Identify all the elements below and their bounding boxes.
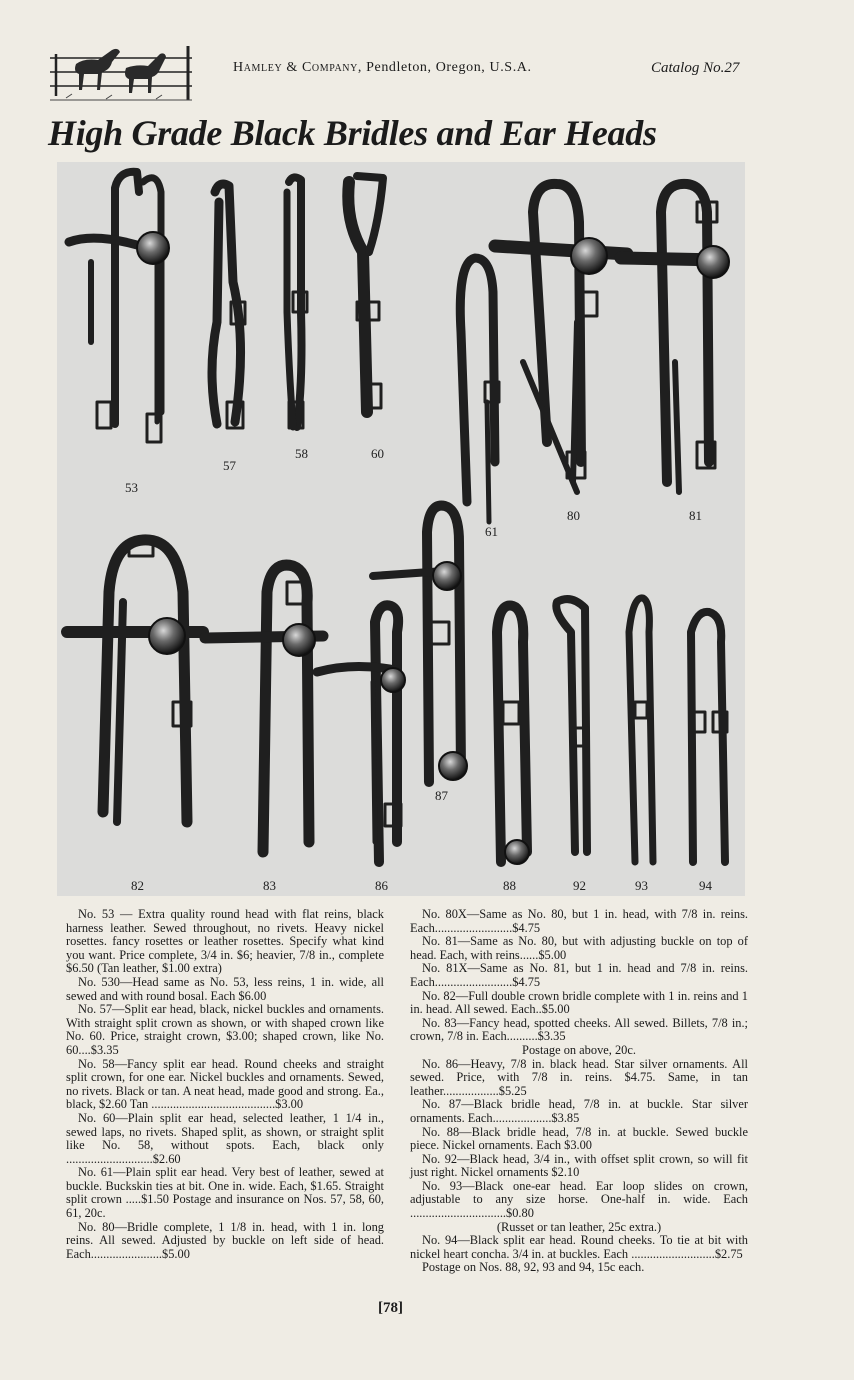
postage-note-94: Postage on Nos. 88, 92, 93 and 94, 15c each.	[422, 1260, 645, 1275]
bridle-94-illustration	[691, 612, 727, 862]
description-86: No. 86—Heavy, 7/8 in. black head. Star silver ornaments. All sewed. Price, with 7/8 in. reins. $4.75. Same, in tan leather..................$5.25	[410, 1056, 748, 1098]
bridles-photo-plate	[57, 162, 745, 896]
item-label-61: 61	[485, 524, 498, 539]
postage-note-83: Postage on above, 20c.	[522, 1042, 636, 1057]
description-81x: No. 81X—Same as No. 81, but 1 in. head and 7/8 in. reins. Each.........................$4.75	[410, 961, 748, 989]
item-label-81: 81	[689, 508, 702, 523]
item-label-94: 94	[699, 878, 712, 893]
description-87: No. 87—Black bridle head, 7/8 in. at buckle. Star silver ornaments. Each...................$3.85	[410, 1097, 748, 1125]
bridle-82-illustration	[67, 540, 203, 822]
description-60: No. 60—Plain split ear head, selected leather, 1 1/4 in., sewed laps, no rivets. Shaped split, as shown, or straight split like No. 58, without spots. Each, black only ............................$2.60	[66, 1110, 384, 1166]
description-83: No. 83—Fancy head, spotted cheeks. All sewed. Billets, 7/8 in.; crown, 7/8 in. Each..........$3.35	[410, 1015, 748, 1044]
description-80: No. 80—Bridle complete, 1 1/8 in. head, with 1 in. long reins. All sewed. Adjusted by buckle on left side of head. Each.......................$5.00	[66, 1219, 384, 1261]
tan-leather-note: (Russet or tan leather, 25c extra.)	[496, 1219, 662, 1234]
page-title: High Grade Black Bridles and Ear Heads	[48, 113, 657, 153]
bridle-80-illustration	[495, 184, 627, 492]
bridle-81-illustration	[621, 184, 721, 492]
horses-fence-logo	[46, 24, 196, 104]
item-label-87: 87	[435, 788, 448, 803]
description-81: No. 81—Same as No. 80, but with adjusting buckle on top of head. Each, with reins......$5.00	[410, 934, 748, 962]
item-label-57: 57	[223, 458, 236, 473]
item-label-58: 58	[295, 446, 308, 461]
description-88: No. 88—Black bridle head, 7/8 in. at buckle. Sewed buckle piece. Nickel ornaments. Each $3.00	[410, 1124, 748, 1153]
description-82: No. 82—Full double crown bridle complete with 1 in. reins and 1 in. head. All sewed. Each..$5.00	[410, 988, 748, 1017]
item-label-86: 86	[375, 878, 388, 893]
description-61: No. 61—Plain split ear head. Very best of leather, sewed at buckle. Buckskin ties at bit. One in. wide. Each, $1.65. Straight split crown .....$1.50 Postage and insurance on Nos. 57, 58, 60, 61, 20c.	[66, 1165, 384, 1221]
bridle-58-illustration	[287, 177, 307, 428]
bridle-88-illustration	[497, 606, 527, 862]
item-label-83: 83	[263, 878, 276, 893]
description-57: No. 57—Split ear head, black, nickel buckles and ornaments. With straight split crown as shown, or with shaped crown like No. 60. Price, straight crown, $3.00; shaped crown, like No. 60....$3.35	[66, 1002, 384, 1057]
bridle-92-illustration	[556, 599, 587, 852]
bridle-87-illustration	[373, 506, 461, 782]
left-description-column	[66, 908, 384, 1261]
item-label-93: 93	[635, 878, 648, 893]
company-location: , Pendleton, Oregon, U.S.A.	[357, 60, 532, 75]
bridle-60-illustration	[348, 176, 383, 412]
description-58: No. 58—Fancy split ear head. Round cheeks and straight split crown, for one ear. Nickel buckles and ornaments. Sewed, no rivets. Black or tan. A neat head, made good and strong. Ea., black, $2.60 Tan ........................................$3.00	[66, 1056, 384, 1112]
catalog-number: Catalog No.27	[651, 60, 740, 76]
item-label-53: 53	[125, 480, 138, 495]
item-label-80: 80	[567, 508, 580, 523]
item-label-92: 92	[573, 878, 586, 893]
bridle-57-illustration	[212, 184, 245, 428]
item-label-82: 82	[131, 878, 144, 893]
description-530: No. 530—Head same as No. 53, less reins, 1 in. wide, all sewed and with round bosal. Each $6.00	[66, 974, 384, 1003]
item-label-60: 60	[371, 446, 384, 461]
bridle-86-illustration	[317, 605, 401, 862]
description-93: No. 93—Black one-ear head. Ear loop slides on crown, adjustable to any size horse. One-half in. wide. Each ...............................$0.80	[410, 1178, 748, 1221]
right-description-column	[410, 908, 748, 1275]
item-label-88: 88	[503, 878, 516, 893]
company-line	[233, 60, 532, 76]
bridle-61-illustration	[460, 258, 499, 522]
description-53: No. 53 — Extra quality round head with flat reins, black harness leather. Sewed throughout, no rivets. Heavy nickel rosettes. fancy rosettes or leather rosettes. Specify what kind you want. Price complete, 3/4 in. $6; heavier, 7/8 in., complete $6.50 (Tan leather, $1.00 extra)	[66, 907, 384, 976]
description-94: No. 94—Black split ear head. Round cheeks. To tie at bit with nickel heart concha. 3/4 in. at buckles. Each ...........................$2.75	[410, 1233, 748, 1261]
bridle-53-illustration	[69, 172, 161, 442]
page-number: [78]	[378, 1300, 403, 1316]
bridle-83-illustration	[205, 565, 323, 852]
description-92: No. 92—Black head, 3/4 in., with offset split crown, so will fit just right. Nickel ornaments $2.10	[410, 1151, 748, 1180]
bridle-93-illustration	[629, 598, 653, 862]
description-80x: No. 80X—Same as No. 80, but 1 in. head, with 7/8 in. reins. Each.........................$4.75	[410, 907, 748, 935]
company-name: Hamley & Company	[233, 60, 358, 75]
